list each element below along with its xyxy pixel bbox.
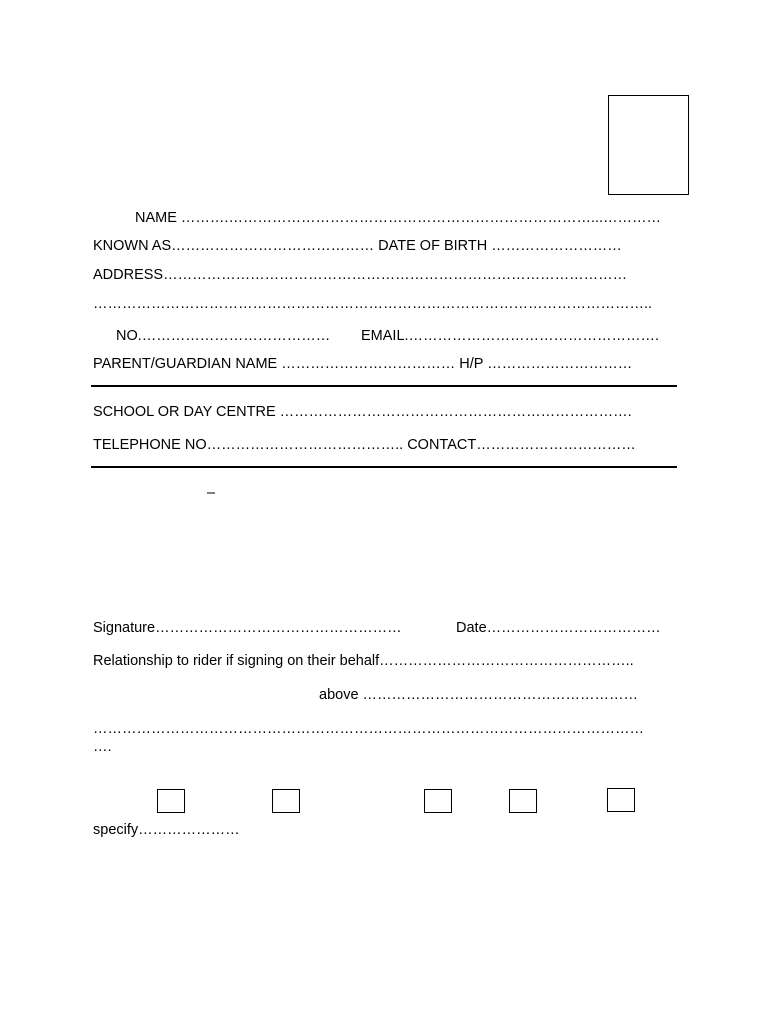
notes-field[interactable]: ……………………………………………………………………………………………………: [93, 721, 644, 737]
notes-field-continuation: ….: [93, 739, 112, 755]
address-field[interactable]: ADDRESS……………………………………………………………………………………: [93, 267, 628, 283]
date-field[interactable]: Date………………………………: [456, 620, 661, 636]
relationship-field[interactable]: Relationship to rider if signing on their behalf……………………………………………..: [93, 653, 634, 669]
school-field[interactable]: SCHOOL OR DAY CENTRE ……………………………………………………………….: [93, 404, 632, 420]
divider-top: [91, 385, 677, 387]
checkbox-2[interactable]: [272, 789, 300, 813]
address-continuation-field[interactable]: ……………………………………………………………………………………………………..: [93, 296, 653, 312]
checkbox-1[interactable]: [157, 789, 185, 813]
checkbox-5[interactable]: [607, 788, 635, 812]
divider-bottom: [91, 466, 677, 468]
name-field[interactable]: NAME ……….…………………………………………………………………...…………: [135, 210, 662, 226]
specify-field[interactable]: specify…………………: [93, 822, 240, 838]
dash-mark: –: [207, 485, 216, 501]
checkbox-3[interactable]: [424, 789, 452, 813]
parent-guardian-field[interactable]: PARENT/GUARDIAN NAME ……………………………… H/P …………………………: [93, 356, 633, 372]
above-field[interactable]: above …………………………………………………: [319, 687, 639, 703]
photo-box: [608, 95, 689, 195]
telephone-contact-field[interactable]: TELEPHONE NO………………………………….. CONTACT……………………………: [93, 437, 636, 453]
email-field[interactable]: EMAIL.…………………………………………….: [361, 328, 660, 344]
checkbox-4[interactable]: [509, 789, 537, 813]
signature-field[interactable]: Signature……………………………………………: [93, 620, 402, 636]
known-as-dob-field[interactable]: KNOWN AS…………………………………… DATE OF BIRTH ………………………: [93, 238, 622, 254]
number-field[interactable]: NO.…………………………………: [116, 328, 331, 344]
